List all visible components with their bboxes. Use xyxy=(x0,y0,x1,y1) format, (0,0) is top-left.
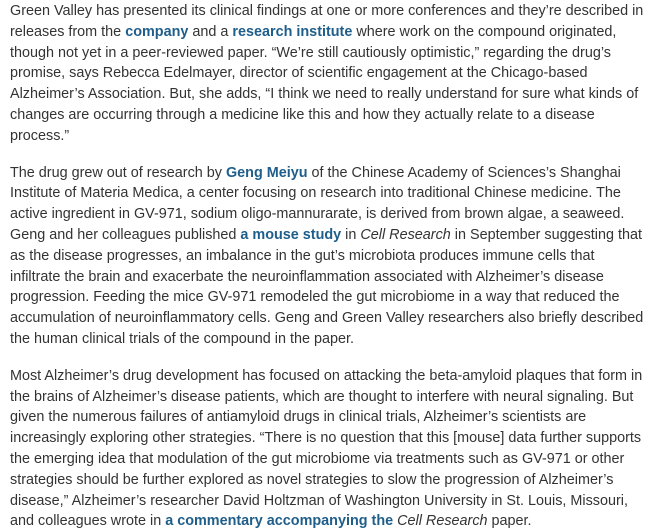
paragraph-2-text: The drug grew out of research by xyxy=(10,164,226,181)
paragraph-1-text: Green Valley has presented its clinical findings at one or more conferences and they’re described in releases from the xyxy=(10,3,644,40)
paragraph-2-text: in xyxy=(341,226,361,243)
paragraph-3-text: Most Alzheimer’s drug development has focused on attacking the beta-amyloid plaques that form in the brains of Alzheimer’s disease patients, which are thought to interfere with neural signaling. But given the numerous failures of antiamyloid drugs in clinical trials, Alzheimer’s scientists are increasingly exploring other strategies. “There is no question that this [mouse] data further supports the emerging idea that modulation of the gut microbiome via treatments such as GV-971 or other strategies should be further explored as novel strategies to slow the progression of Alzheimer’s disease,” Alzheimer’s researcher David Holtzman of Washington University in St. Louis, Missouri, and colleagues wrote in xyxy=(10,367,643,530)
paragraph-2-text: of the Chinese Academy of Sciences’s Shanghai Institute of Materia Medica, a center focusing on research into traditional Chinese medicine. The active ingredient in GV-971, sodium oligo-mannurarate, is derived from brown algae, a seaweed. Geng and her colleagues published xyxy=(10,164,625,243)
paragraph-1 xyxy=(10,1,645,147)
journal-title: Cell Research xyxy=(397,513,488,530)
company-link[interactable]: company xyxy=(125,23,189,40)
mouse-study-link[interactable]: a mouse study xyxy=(240,226,342,243)
commentary-link[interactable]: a commentary accompanying the xyxy=(165,513,394,530)
journal-title: Cell Research xyxy=(360,226,451,243)
paragraph-2-text: in September suggesting that as the disease progresses, an imbalance in the gut’s microbiota produces immune cells that infiltrate the brain and exacerbate the neuroinflammation associated with Alzheimer’s disease progression. Feeding the mice GV-971 remodeled the gut microbiome in a way that reduced the accumulation of neuroinflammatory cells. Geng and Green Valley researchers also briefly described the human clinical trials of the compound in the paper. xyxy=(10,226,644,347)
research-institute-link[interactable]: research institute xyxy=(232,23,353,40)
paragraph-1-text: where work on the compound originated, though not yet in a peer-reviewed paper. “We’re still cautiously optimistic,” regarding the drug’s promise, says Rebecca Edelmayer, director of scientific engagement at the Chicago-based Alzheimer’s Association. But, she adds, “I think we need to really understand for sure what kinds of changes are occurring through a medicine like this and how they actually relate to a disease process.” xyxy=(10,23,639,144)
paragraph-1-text: and a xyxy=(188,23,233,40)
paragraph-3-text: paper. xyxy=(487,513,532,530)
geng-meiyu-link[interactable]: Geng Meiyu xyxy=(225,164,308,181)
paragraph-2 xyxy=(10,163,645,350)
paragraph-3 xyxy=(10,366,645,532)
